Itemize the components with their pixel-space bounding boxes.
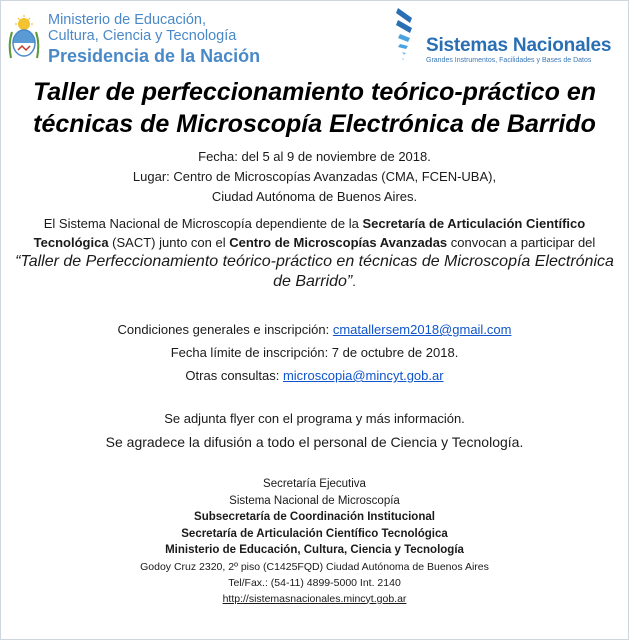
conditions-line xyxy=(0,320,629,340)
document-title xyxy=(0,76,629,140)
flyer-note: Se adjunta flyer con el programa y más información. xyxy=(164,411,465,426)
ministry-line-2: Cultura, Ciencia y Tecnología xyxy=(48,28,237,44)
event-date: Fecha: del 5 al 9 de noviembre de 2018. xyxy=(198,149,431,164)
signature-block xyxy=(0,476,629,607)
sig-line-5: Ministerio de Educación, Cultura, Ciencia y Tecnología xyxy=(165,544,464,556)
sig-phone: Tel/Fax.: (54-11) 4899-5000 Int. 2140 xyxy=(228,576,401,589)
sig-url-link[interactable]: http://sistemasnacionales.mincyt.gob.ar xyxy=(222,592,407,605)
sig-line-2: Sistema Nacional de Microscopía xyxy=(229,494,400,507)
event-location-1: Lugar: Centro de Microscopías Avanzadas (CMA, FCEN-UBA), xyxy=(132,169,497,184)
conditions-email-link[interactable]: cmatallersem2018@gmail.com xyxy=(332,322,512,337)
sistemas-nacionales-logo-icon xyxy=(392,6,424,64)
conditions-label: Condiciones generales e inscripción: xyxy=(117,322,333,337)
sn-subtitle: Grandes Instrumentos, Facilidades y Bases de Datos xyxy=(426,57,592,64)
ministry-line-1: Ministerio de Educación, xyxy=(48,12,206,28)
desc-text-3: convocan a participar del xyxy=(447,235,596,250)
thanks-note: Se agradece la difusión a todo el personal de Ciencia y Tecnología. xyxy=(105,434,524,450)
desc-text-1: El Sistema Nacional de Microscopía dependiente de la xyxy=(43,216,363,231)
contact-info xyxy=(0,320,629,386)
sig-line-4: Secretaría de Articulación Científico Tecnológica xyxy=(181,527,448,540)
sn-title: Sistemas Nacionales xyxy=(426,35,612,56)
argentina-coat-of-arms-icon xyxy=(6,14,42,62)
title-line-2: técnicas de Microscopía Electrónica de Barrido xyxy=(33,110,596,138)
description-paragraph xyxy=(14,214,615,292)
desc-text-2: (SACT) junto con el xyxy=(108,235,230,250)
sig-line-1: Secretaría Ejecutiva xyxy=(263,478,366,490)
desc-end: . xyxy=(352,274,356,289)
ministry-name xyxy=(48,12,260,67)
sig-address: Godoy Cruz 2320, 2º piso (C1425FQD) Ciudad Autónoma de Buenos Aires xyxy=(140,560,489,573)
other-label: Otras consultas: xyxy=(185,368,283,383)
event-details xyxy=(0,147,629,207)
deadline-line: Fecha límite de inscripción: 7 de octubre de 2018. xyxy=(170,345,459,360)
desc-italic-title: “Taller de Perfeccionamiento teórico-práctico en técnicas de Microscopía Electrónica de Barrido” xyxy=(15,253,614,290)
header xyxy=(0,0,629,72)
sistemas-nacionales-brand xyxy=(426,36,611,65)
ministry-line-3: Presidencia de la Nación xyxy=(48,46,261,66)
other-email-link[interactable]: microscopia@mincyt.gob.ar xyxy=(282,368,444,383)
sig-line-3: Subsecretaría de Coordinación Institucional xyxy=(194,511,435,523)
event-location-2: Ciudad Autónoma de Buenos Aires. xyxy=(211,189,418,204)
title-line-1: Taller de perfeccionamiento teórico-práctico en xyxy=(32,78,597,106)
desc-bold-1: Secretaría de Articulación Científico Tecnológica xyxy=(33,216,586,250)
desc-bold-2: Centro de Microscopías Avanzadas xyxy=(229,235,448,250)
other-queries-line xyxy=(0,366,629,386)
